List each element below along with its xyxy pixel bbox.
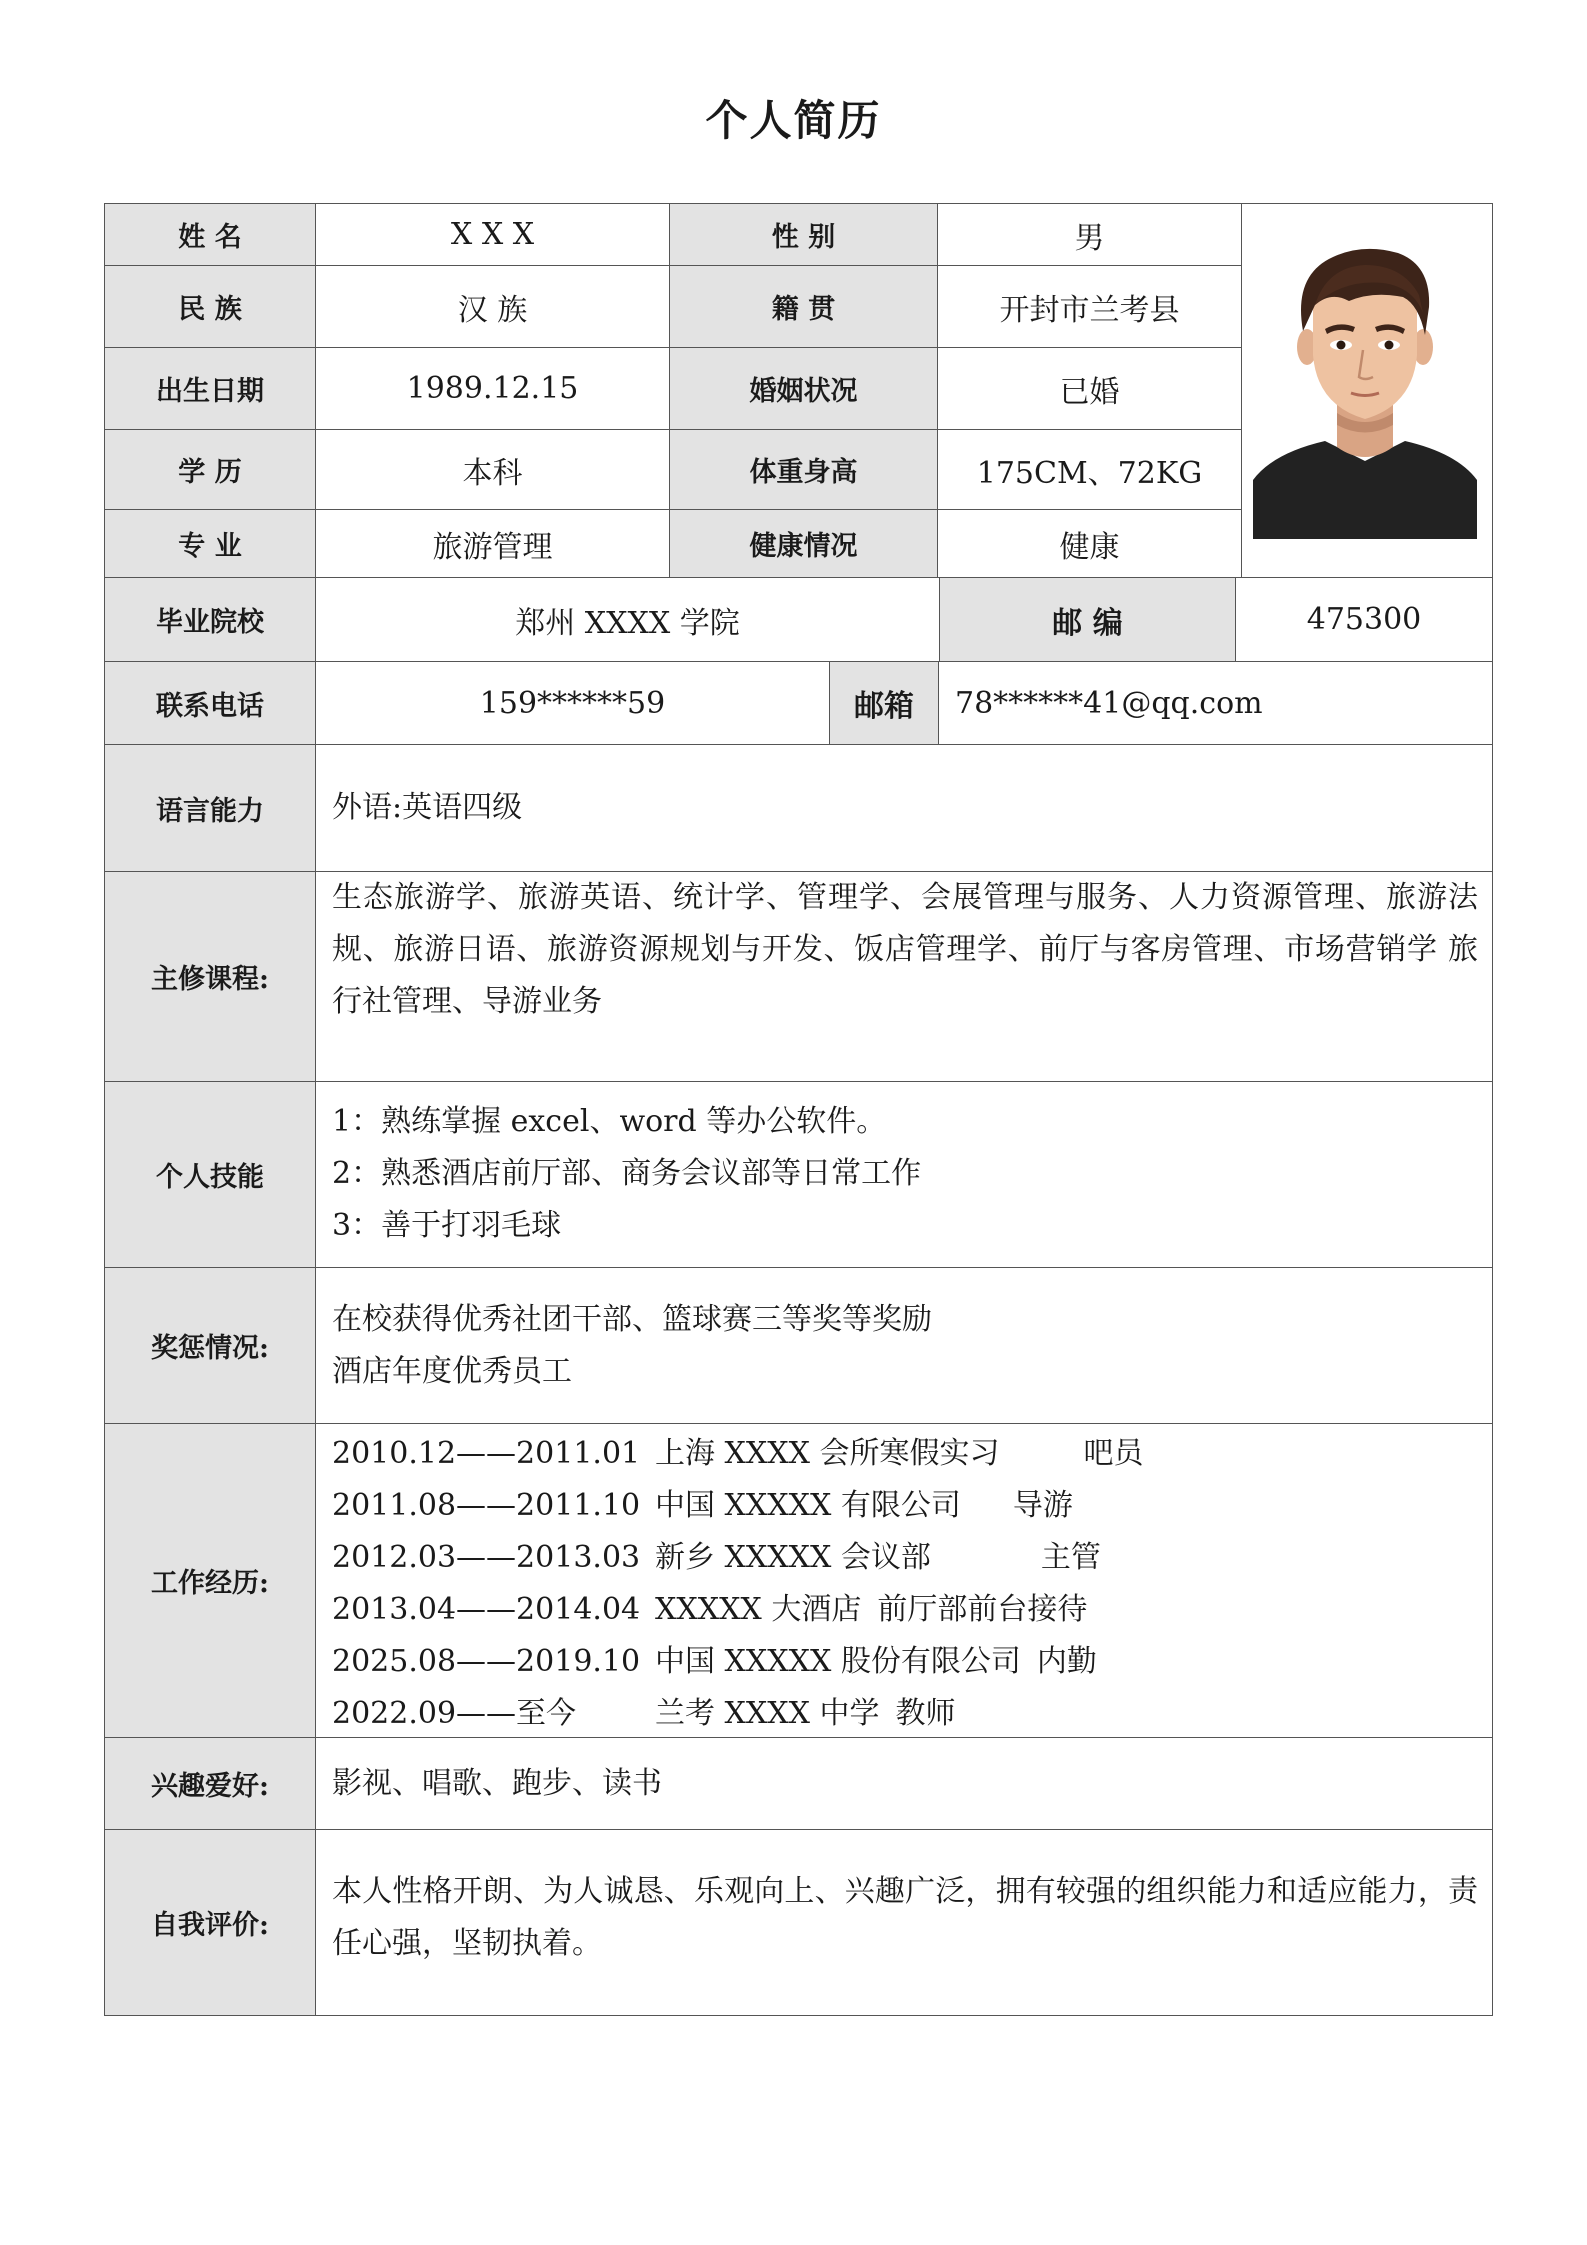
work-org: 兰考 XXXX 中学 [655, 1696, 880, 1731]
work-item [332, 1688, 1478, 1738]
work-label: 工作经历: [104, 1423, 316, 1738]
hometown-value: 开封市兰考县 [937, 265, 1242, 348]
birth-label: 出生日期 [104, 347, 316, 430]
work-date: 2025.08——2019.10 [332, 1644, 641, 1679]
work-role: 前厅部前台接待 [877, 1592, 1088, 1627]
email-label: 邮箱 [829, 661, 939, 745]
work-date: 2011.08——2011.10 [332, 1488, 641, 1523]
work-date: 2012.03——2013.03 [332, 1540, 641, 1575]
awards-label: 奖惩情况: [104, 1267, 316, 1424]
education-value: 本科 [315, 429, 670, 510]
self-eval-text: 本人性格开朗、为人诚恳、乐观向上、兴趣广泛，拥有较强的组织能力和适应能力，责任心强，坚韧执着。 [332, 1874, 1478, 1961]
postcode-value: 475300 [1235, 577, 1493, 662]
work-date: 2022.09——至今 [332, 1696, 577, 1731]
awards-block [315, 1267, 1493, 1424]
work-org: 中国 XXXXX 有限公司 [655, 1488, 961, 1523]
major-label: 专 业 [104, 509, 316, 578]
gender-value: 男 [937, 203, 1242, 266]
body-label: 体重身高 [669, 429, 938, 510]
hobbies-label: 兴趣爱好: [104, 1737, 316, 1830]
work-item [332, 1428, 1478, 1480]
skill-item: 2：熟悉酒店前厅部、商务会议部等日常工作 [332, 1156, 922, 1191]
health-value: 健康 [937, 509, 1242, 578]
school-value: 郑州 XXXX 学院 [315, 577, 940, 662]
skill-item: 3：善于打羽毛球 [332, 1208, 562, 1243]
ethnicity-value: 汉 族 [315, 265, 670, 348]
work-role: 吧员 [1083, 1436, 1144, 1471]
birth-value: 1989.12.15 [315, 347, 670, 430]
avatar-illustration-icon [1253, 235, 1477, 539]
work-org: 新乡 XXXXX 会议部 [655, 1540, 931, 1575]
work-role: 教师 [895, 1696, 956, 1731]
work-role: 导游 [1012, 1488, 1073, 1523]
award-item: 酒店年度优秀员工 [332, 1354, 572, 1389]
work-block [315, 1423, 1493, 1738]
school-label: 毕业院校 [104, 577, 316, 662]
marital-value: 已婚 [937, 347, 1242, 430]
skills-block [315, 1081, 1493, 1268]
major-value: 旅游管理 [315, 509, 670, 578]
courses-text: 生态旅游学、旅游英语、统计学、管理学、会展管理与服务、人力资源管理、旅游法规、旅游日语、旅游资源规划与开发、饭店管理学、前厅与客房管理、市场营销学 旅行社管理、导游业务 [332, 880, 1478, 1019]
work-org: XXXXX 大酒店 [655, 1592, 862, 1627]
work-item [332, 1636, 1478, 1688]
skills-label: 个人技能 [104, 1081, 316, 1268]
hobbies-text: 影视、唱歌、跑步、读书 [332, 1765, 662, 1801]
work-org: 上海 XXXX 会所寒假实习 [655, 1436, 1000, 1471]
self-eval-block [315, 1829, 1493, 2016]
page-title: 个人简历 [705, 96, 882, 145]
body-value: 175CM、72KG [937, 429, 1242, 510]
postcode-label: 邮 编 [939, 577, 1236, 662]
language-label: 语言能力 [104, 744, 316, 872]
work-role: 内勤 [1036, 1644, 1097, 1679]
marital-label: 婚姻状况 [669, 347, 938, 430]
name-label: 姓 名 [104, 203, 316, 266]
education-label: 学 历 [104, 429, 316, 510]
health-label: 健康情况 [669, 509, 938, 578]
courses-label: 主修课程: [104, 871, 316, 1082]
language-block [315, 744, 1493, 872]
phone-value: 159******59 [315, 661, 830, 745]
work-role: 主管 [1040, 1540, 1101, 1575]
hometown-label: 籍 贯 [669, 265, 938, 348]
email-value: 78******41@qq.com [938, 661, 1493, 745]
self-eval-label: 自我评价: [104, 1829, 316, 2016]
phone-label: 联系电话 [104, 661, 316, 745]
courses-block [315, 871, 1493, 1082]
work-item [332, 1480, 1478, 1532]
ethnicity-label: 民 族 [104, 265, 316, 348]
skill-item: 1：熟练掌握 excel、word 等办公软件。 [332, 1104, 887, 1139]
award-item: 在校获得优秀社团干部、篮球赛三等奖等奖励 [332, 1302, 932, 1337]
gender-label: 性 别 [669, 203, 938, 266]
work-date: 2013.04——2014.04 [332, 1592, 641, 1627]
work-item [332, 1584, 1478, 1636]
language-text: 外语:英语四级 [332, 790, 523, 825]
work-date: 2010.12——2011.01 [332, 1436, 641, 1471]
work-item [332, 1532, 1478, 1584]
name-value: X X X [315, 203, 670, 266]
hobbies-block [315, 1737, 1493, 1830]
work-org: 中国 XXXXX 股份有限公司 [655, 1644, 1021, 1679]
